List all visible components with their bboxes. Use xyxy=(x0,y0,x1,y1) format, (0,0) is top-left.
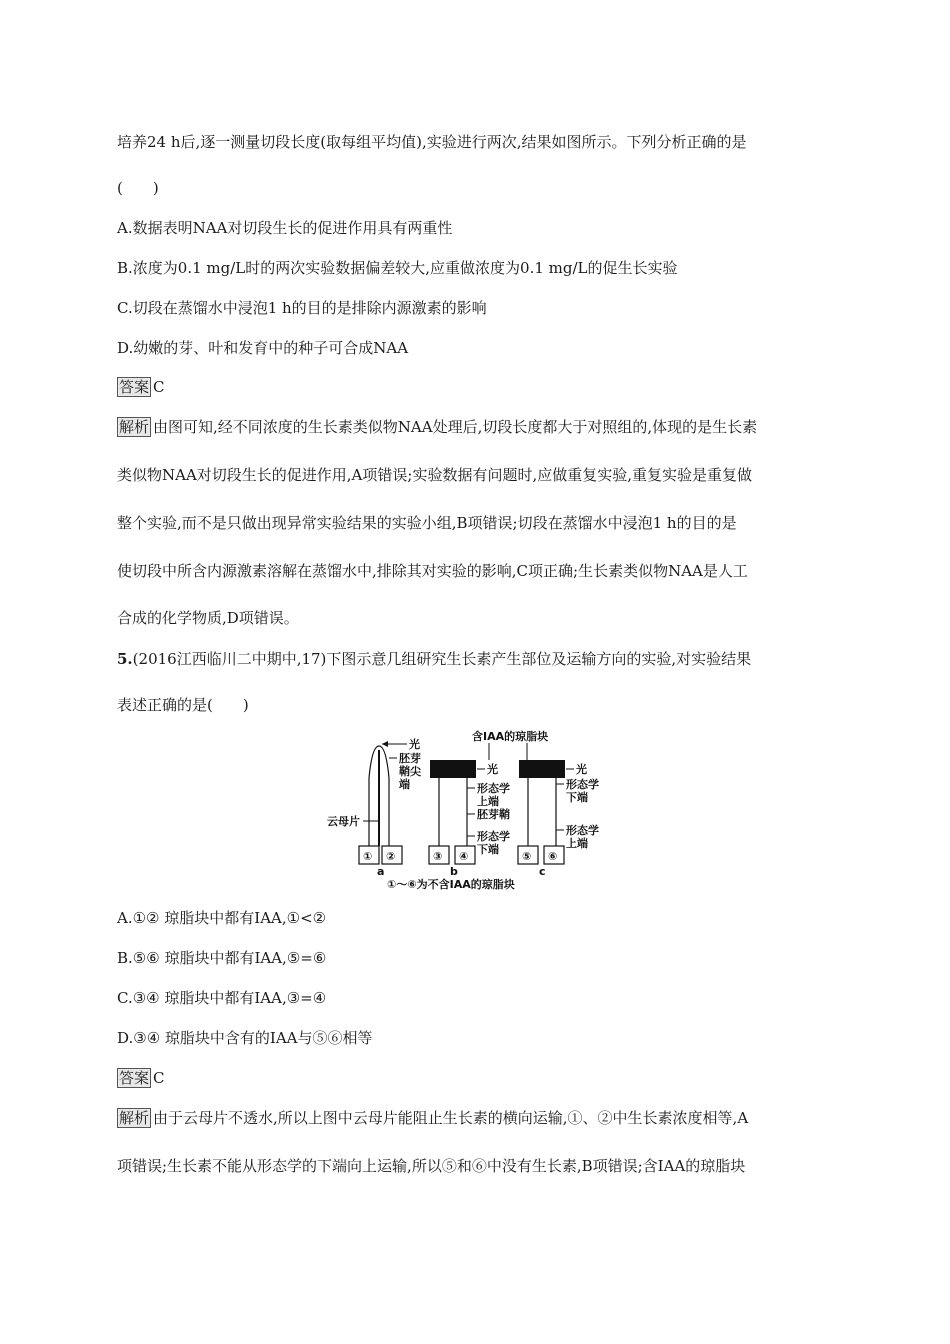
q4-analysis-line5: 合成的化学物质,D项错误。 xyxy=(117,609,299,627)
q4-analysis-line4: 使切段中所含内源激素溶解在蒸馏水中,排除其对实验的影响,C项正确;生长素类似物NAA是人工 xyxy=(117,562,748,580)
fig-b-lower-2: 下端 xyxy=(477,843,499,856)
fig-light-c: 光 xyxy=(576,763,587,776)
q4-analysis-line1 xyxy=(117,416,757,438)
answer-value: C xyxy=(153,1069,165,1087)
q5-analysis-line2: 项错误;生长素不能从形态学的下端向上运输,所以⑤和⑥中没有生长素,B项错误;含IAA的琼脂块 xyxy=(117,1157,746,1175)
analysis-tag: 解析 xyxy=(119,418,150,436)
q5-number: 5. xyxy=(117,650,133,668)
q4-option-c: C.切段在蒸馏水中浸泡1 h的目的是排除内源激素的影响 xyxy=(117,299,487,317)
fig-c-upper-2: 下端 xyxy=(566,791,588,804)
analysis-tag: 解析 xyxy=(119,1109,150,1127)
fig-tip-label-3: 端 xyxy=(399,778,410,791)
iaa-block-b xyxy=(430,760,476,778)
experiment-diagram xyxy=(327,728,607,890)
fig-c-lower-2: 上端 xyxy=(566,837,588,850)
fig-top-label: 含IAA的琼脂块 xyxy=(472,730,549,743)
q5-answer xyxy=(117,1067,165,1089)
q5-option-d: D.③④ 琼脂块中含有的IAA与⑤⑥相等 xyxy=(117,1029,373,1047)
fig-c-upper-1: 形态学 xyxy=(566,778,599,791)
fig-group-a: a xyxy=(377,865,385,878)
q5-stem-line2: 表述正确的是( ) xyxy=(117,696,249,714)
fig-block-3: ③ xyxy=(433,850,443,863)
q5-option-b: B.⑤⑥ 琼脂块中都有IAA,⑤=⑥ xyxy=(117,949,327,967)
experiment-figure xyxy=(327,728,607,890)
fig-group-c: c xyxy=(539,865,546,878)
q5-option-a: A.①② 琼脂块中都有IAA,①<② xyxy=(117,909,327,927)
fig-block-5: ⑤ xyxy=(522,850,532,863)
q4-analysis-line2: 类似物NAA对切段生长的促进作用,A项错误;实验数据有问题时,应做重复实验,重复实验是重复做 xyxy=(117,466,752,484)
q4-option-d: D.幼嫩的芽、叶和发育中的种子可合成NAA xyxy=(117,339,409,357)
q5-stem-line1 xyxy=(117,648,751,670)
q4-stem-line1: 培养24 h后,逐一测量切段长度(取每组平均值),实验进行两次,结果如图所示。下列分析正确的是 xyxy=(117,133,747,151)
q4-option-a: A.数据表明NAA对切段生长的促进作用具有两重性 xyxy=(117,219,453,237)
analysis-text: 由图可知,经不同浓度的生长素类似物NAA处理后,切段长度都大于对照组的,体现的是生长素 xyxy=(153,418,758,436)
fig-tip-label-1: 胚芽 xyxy=(399,752,421,765)
fig-caption: ①～⑥为不含IAA的琼脂块 xyxy=(387,878,515,890)
q5-option-c: C.③④ 琼脂块中都有IAA,③=④ xyxy=(117,989,327,1007)
fig-block-4: ④ xyxy=(459,850,469,863)
fig-b-upper-2: 上端 xyxy=(477,795,499,808)
q5-stem-text: (2016江西临川二中期中,17)下图示意几组研究生长素产生部位及运输方向的实验,对实验结果 xyxy=(132,650,752,668)
q4-answer xyxy=(117,376,165,398)
answer-tag: 答案 xyxy=(119,378,150,396)
analysis-text: 由于云母片不透水,所以上图中云母片能阻止生长素的横向运输,①、②中生长素浓度相等,A xyxy=(153,1109,749,1127)
fig-light-b: 光 xyxy=(487,763,498,776)
fig-block-2: ② xyxy=(386,850,396,863)
fig-b-upper-1: 形态学 xyxy=(477,782,510,795)
iaa-block-c xyxy=(519,760,565,778)
fig-c-lower-1: 形态学 xyxy=(566,824,599,837)
q4-option-b: B.浓度为0.1 mg/L时的两次实验数据偏差较大,应重做浓度为0.1 mg/L的促生长实验 xyxy=(117,259,678,277)
fig-group-b: b xyxy=(450,865,458,878)
fig-mica-label: 云母片 xyxy=(327,815,360,828)
fig-b-mid: 胚芽鞘 xyxy=(477,808,510,821)
q4-stem-line2: ( ) xyxy=(117,179,159,197)
fig-light-a: 光 xyxy=(409,738,420,751)
fig-block-6: ⑥ xyxy=(548,850,558,863)
fig-tip-label-2: 鞘尖 xyxy=(399,765,421,778)
q4-analysis-line3: 整个实验,而不是只做出现异常实验结果的实验小组,B项错误;切段在蒸馏水中浸泡1 h的目的是 xyxy=(117,514,737,532)
answer-tag: 答案 xyxy=(119,1069,150,1087)
q5-analysis-line1 xyxy=(117,1107,748,1129)
answer-value: C xyxy=(153,378,165,396)
fig-b-lower-1: 形态学 xyxy=(477,830,510,843)
fig-block-1: ① xyxy=(363,850,373,863)
